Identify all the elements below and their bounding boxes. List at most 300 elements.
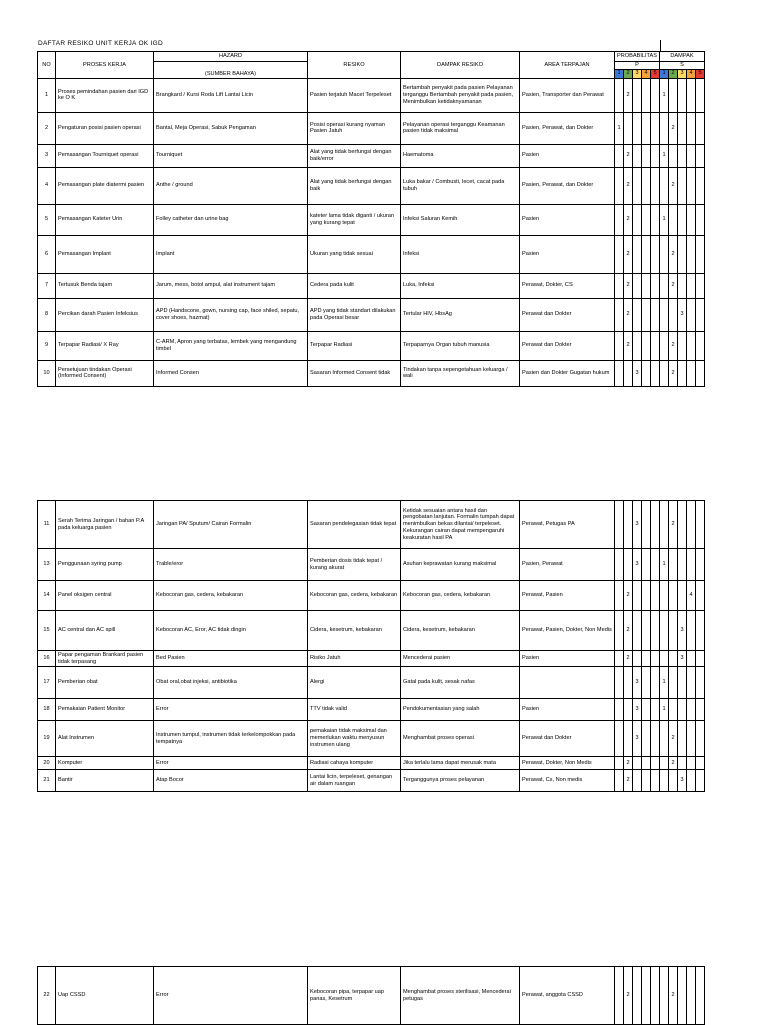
impact-cell-1: [660, 331, 669, 360]
prob-cell-4: [642, 549, 651, 581]
prob-cell-3: [633, 298, 642, 331]
header-sumber: (SUMBER BAHAYA): [154, 62, 308, 79]
impact-value: 2: [669, 721, 678, 757]
header-area: AREA TERPAJAN: [520, 52, 615, 79]
risk-table: [37, 51, 705, 387]
prob-cell-1: [615, 667, 624, 699]
impact-cell-5: [696, 770, 705, 792]
impact-cell-4: [687, 651, 696, 667]
row-dampak-resiko: Terpaparnya Organ tubuh manusia: [401, 331, 520, 360]
prob-cell-1: [615, 144, 624, 167]
row-area: Pasien, Perawat: [520, 549, 615, 581]
prob-cell-4: [642, 144, 651, 167]
row-no: 14: [38, 581, 56, 611]
impact-cell-4: [687, 204, 696, 235]
row-hazard: Error: [154, 757, 308, 770]
row-proses: Terpapar Radiasi/ X Ray: [56, 331, 154, 360]
row-dampak-resiko: Pelayanan operasi terganggu Keamanan pasien tidak maksimal: [401, 112, 520, 144]
impact-value: 2: [669, 167, 678, 204]
row-resiko: Ukuran yang tidak sesuai: [308, 235, 401, 273]
impact-cell-2: [669, 770, 678, 792]
prob-cell-3: [633, 235, 642, 273]
impact-cell-3: [678, 78, 687, 112]
prob-cell-5: [651, 112, 660, 144]
impact-cell-2: [669, 298, 678, 331]
table-row: [38, 235, 705, 273]
table-row: [38, 167, 705, 204]
row-dampak-resiko: Haematoma: [401, 144, 520, 167]
row-resiko: Posisi operasi kurang nyaman Pasien Jatuh: [308, 112, 401, 144]
prob-value: 2: [624, 581, 633, 611]
row-hazard: Error: [154, 967, 308, 1025]
header-dampak-resiko: DAMPAK RESIKO: [401, 52, 520, 79]
row-resiko: Pemberian dosis tidak tepat / kurang akurat: [308, 549, 401, 581]
impact-value: 2: [669, 112, 678, 144]
row-dampak-resiko: Luka, Infeksi: [401, 273, 520, 298]
scale-cell-5: 5: [696, 69, 705, 78]
row-proses: Papar pengaman Brankard pasien tidak terpasang: [56, 651, 154, 667]
impact-value: 3: [678, 611, 687, 651]
prob-cell-4: [642, 721, 651, 757]
prob-cell-5: [651, 581, 660, 611]
impact-cell-4: [687, 611, 696, 651]
row-area: Pasien dan Dokter Gugatan hukum: [520, 360, 615, 386]
row-resiko: TTV tidak valid: [308, 699, 401, 721]
impact-cell-1: [660, 360, 669, 386]
row-hazard: Jarum, mess, botol ampul, alat instrument tajam: [154, 273, 308, 298]
row-area: Perawat, Dokter, CS: [520, 273, 615, 298]
impact-cell-1: [660, 235, 669, 273]
row-no: 7: [38, 273, 56, 298]
table-row: [38, 611, 705, 651]
scale-cell-1: 1: [660, 69, 669, 78]
row-dampak-resiko: Terganggunya proses pelayanan: [401, 770, 520, 792]
prob-value: 3: [633, 501, 642, 549]
row-resiko: Sasaran pendelegasian tidak tepat: [308, 501, 401, 549]
impact-cell-2: [669, 651, 678, 667]
impact-cell-5: [696, 667, 705, 699]
row-dampak-resiko: Mencederai pasien: [401, 651, 520, 667]
row-area: Perawat dan Dokter: [520, 298, 615, 331]
row-proses: Pemasangan plate diatermi pasien: [56, 167, 154, 204]
prob-value: 2: [624, 235, 633, 273]
row-area: Perawat, Dokter, Non Medis: [520, 757, 615, 770]
row-proses: Serah Terima Jaringan / bahan P.A pada keluarga pasien: [56, 501, 154, 549]
prob-cell-2: [624, 112, 633, 144]
table-row: [38, 360, 705, 386]
row-proses: Komputer: [56, 757, 154, 770]
row-hazard: Tourniquet: [154, 144, 308, 167]
prob-cell-3: [633, 967, 642, 1025]
row-hazard: Instrumen tumpul, instrumen tidak terkelompokkan pada tempatnya: [154, 721, 308, 757]
row-area: Perawat, Pasien: [520, 581, 615, 611]
prob-cell-1: [615, 298, 624, 331]
impact-cell-1: [660, 611, 669, 651]
table-row: [38, 699, 705, 721]
impact-cell-3: [678, 167, 687, 204]
prob-value: 2: [624, 78, 633, 112]
prob-cell-1: [615, 967, 624, 1025]
prob-cell-4: [642, 611, 651, 651]
impact-cell-5: [696, 204, 705, 235]
scale-cell-2: 2: [669, 69, 678, 78]
row-no: 4: [38, 167, 56, 204]
row-hazard: Brangkard / Kursi Roda Lift Lantai Licin: [154, 78, 308, 112]
impact-cell-4: [687, 331, 696, 360]
prob-cell-4: [642, 167, 651, 204]
row-no: 17: [38, 667, 56, 699]
prob-cell-5: [651, 167, 660, 204]
page-gap: [37, 850, 709, 966]
impact-value: 1: [660, 699, 669, 721]
impact-value: 3: [678, 651, 687, 667]
row-resiko: Risiko Jatuh: [308, 651, 401, 667]
risk-table-continued: [37, 500, 705, 792]
prob-cell-4: [642, 331, 651, 360]
impact-cell-4: [687, 721, 696, 757]
prob-cell-1: [615, 331, 624, 360]
header-dampak: DAMPAK: [660, 52, 705, 62]
row-dampak-resiko: Tindakan tanpa sepengetahuan keluarga / wali: [401, 360, 520, 386]
row-hazard: C-ARM, Apron yang terbatas, lembek yang mengandung timbel: [154, 331, 308, 360]
prob-cell-1: [615, 273, 624, 298]
prob-cell-3: [633, 611, 642, 651]
table-row: [38, 651, 705, 667]
prob-value: 2: [624, 331, 633, 360]
table-row: [38, 331, 705, 360]
row-area: Perawat, Cs, Non medis: [520, 770, 615, 792]
prob-cell-3: [633, 331, 642, 360]
row-dampak-resiko: Pendokumentasian yang salah: [401, 699, 520, 721]
row-dampak-resiko: Luka bakar / Combusti, lecet, cacat pada tubuh: [401, 167, 520, 204]
impact-cell-1: [660, 651, 669, 667]
impact-cell-3: [678, 967, 687, 1025]
row-no: 1: [38, 78, 56, 112]
prob-cell-5: [651, 699, 660, 721]
row-area: Pasien: [520, 204, 615, 235]
row-proses: Pengaturan posisi pasien operasi: [56, 112, 154, 144]
table-row: [38, 581, 705, 611]
header-proses: PROSES KERJA: [56, 52, 154, 79]
prob-value: 2: [624, 204, 633, 235]
prob-cell-4: [642, 699, 651, 721]
prob-cell-1: [615, 770, 624, 792]
prob-cell-5: [651, 757, 660, 770]
impact-cell-1: [660, 967, 669, 1025]
prob-cell-1: [615, 78, 624, 112]
impact-cell-5: [696, 331, 705, 360]
row-area: Perawat dan Dokter: [520, 721, 615, 757]
prob-value: 2: [624, 967, 633, 1025]
row-proses: Pemakaian Patient Monitor: [56, 699, 154, 721]
impact-cell-4: [687, 167, 696, 204]
row-proses: Bantir: [56, 770, 154, 792]
row-dampak-resiko: Jika terlalu lama dapat merusak mata: [401, 757, 520, 770]
impact-value: 2: [669, 331, 678, 360]
prob-cell-5: [651, 770, 660, 792]
impact-cell-2: [669, 549, 678, 581]
impact-value: 4: [687, 581, 696, 611]
row-no: 5: [38, 204, 56, 235]
row-hazard: Trable/eror: [154, 549, 308, 581]
header-probabilitas: PROBABILITAS: [615, 52, 660, 62]
row-resiko: Sasaran Informed Consent tidak: [308, 360, 401, 386]
row-dampak-resiko: Ketidak sesuaian antara hasil dan pengobatan lanjutan. Formalin tumpah dapat menimbulkan bekas dilantai/ terpeleset. Kekurangan cairan dapat mempengaruhi keakuratan hasil PA: [401, 501, 520, 549]
risk-table-continued-2: [37, 966, 705, 1025]
prob-cell-4: [642, 298, 651, 331]
impact-cell-4: [687, 298, 696, 331]
row-area: Pasien: [520, 651, 615, 667]
row-area: Pasien, Perawat, dan Dokter: [520, 112, 615, 144]
impact-value: 2: [669, 360, 678, 386]
impact-cell-3: [678, 721, 687, 757]
row-no: 9: [38, 331, 56, 360]
impact-value: 3: [678, 298, 687, 331]
scale-cell-5: 5: [651, 69, 660, 78]
impact-cell-4: [687, 770, 696, 792]
prob-cell-4: [642, 667, 651, 699]
row-proses: AC central dan AC spill: [56, 611, 154, 651]
header-no: NO: [38, 52, 56, 79]
prob-cell-4: [642, 235, 651, 273]
impact-value: 2: [669, 967, 678, 1025]
impact-cell-3: [678, 144, 687, 167]
impact-cell-4: [687, 235, 696, 273]
row-hazard: Error: [154, 699, 308, 721]
impact-value: 2: [669, 501, 678, 549]
row-dampak-resiko: Menghambat proses sterilisasi, Mencederai petugas: [401, 967, 520, 1025]
prob-value: 2: [624, 273, 633, 298]
row-dampak-resiko: Tertular HIV, HbsAg: [401, 298, 520, 331]
row-resiko: Pasien terjatuh Macet Terpeleset: [308, 78, 401, 112]
prob-cell-5: [651, 501, 660, 549]
impact-cell-4: [687, 144, 696, 167]
impact-cell-3: [678, 667, 687, 699]
prob-cell-3: [633, 770, 642, 792]
impact-value: 3: [678, 770, 687, 792]
row-resiko: Terpapar Radiasi: [308, 331, 401, 360]
scale-cell-3: 3: [678, 69, 687, 78]
prob-cell-1: [615, 204, 624, 235]
row-no: 8: [38, 298, 56, 331]
impact-cell-4: [687, 360, 696, 386]
prob-cell-1: [615, 699, 624, 721]
impact-cell-3: [678, 235, 687, 273]
row-resiko: Radiasi cahaya komputer: [308, 757, 401, 770]
impact-cell-3: [678, 204, 687, 235]
table-row: [38, 667, 705, 699]
row-area: [520, 667, 615, 699]
table-row: [38, 770, 705, 792]
table-row: [38, 757, 705, 770]
impact-cell-4: [687, 273, 696, 298]
prob-cell-2: [624, 699, 633, 721]
prob-value: 1: [615, 112, 624, 144]
impact-cell-4: [687, 757, 696, 770]
row-hazard: Kebocoran AC, Eror, AC tidak dingin: [154, 611, 308, 651]
row-dampak-resiko: Kebocoran gas, cedera, kebakaran: [401, 581, 520, 611]
row-hazard: Jaringan PA/ Sputum/ Cairan Formalin: [154, 501, 308, 549]
impact-value: 1: [660, 144, 669, 167]
prob-value: 2: [624, 770, 633, 792]
impact-cell-2: [669, 611, 678, 651]
prob-value: 2: [624, 611, 633, 651]
row-area: Perawat, Petugas PA: [520, 501, 615, 549]
prob-cell-5: [651, 721, 660, 757]
impact-cell-4: [687, 78, 696, 112]
row-hazard: Obat oral,obat injeksi, antibiotika: [154, 667, 308, 699]
prob-cell-3: [633, 273, 642, 298]
prob-cell-3: [633, 78, 642, 112]
row-dampak-resiko: Menghambat proses operasi: [401, 721, 520, 757]
row-area: Perawat dan Dokter: [520, 331, 615, 360]
impact-cell-1: [660, 581, 669, 611]
impact-cell-5: [696, 298, 705, 331]
row-hazard: Anthe / ground: [154, 167, 308, 204]
page-title: DAFTAR RESIKO UNIT KERJA OK IGD: [38, 40, 163, 47]
row-no: 2: [38, 112, 56, 144]
impact-value: 1: [660, 549, 669, 581]
prob-cell-1: [615, 360, 624, 386]
row-dampak-resiko: Asuhan keprawatan kurang maksimal: [401, 549, 520, 581]
impact-cell-5: [696, 273, 705, 298]
row-dampak-resiko: Gatal pada kulit, sesak nafas: [401, 667, 520, 699]
row-proses: Tertusuk Benda tajam: [56, 273, 154, 298]
impact-cell-5: [696, 549, 705, 581]
prob-value: 2: [624, 651, 633, 667]
impact-cell-2: [669, 581, 678, 611]
prob-cell-3: [633, 112, 642, 144]
row-area: Perawat, Pasien, Dokter, Non Medis: [520, 611, 615, 651]
prob-cell-5: [651, 204, 660, 235]
prob-cell-1: [615, 721, 624, 757]
row-area: Pasien, Perawat, dan Dokter: [520, 167, 615, 204]
row-resiko: Cidera, kesetrum, kebakaran: [308, 611, 401, 651]
prob-cell-5: [651, 144, 660, 167]
impact-cell-4: [687, 501, 696, 549]
prob-cell-4: [642, 360, 651, 386]
row-hazard: APD (Handscone, gown, nursing cap, face shiled, sepatu, cover shoes, hazmat): [154, 298, 308, 331]
prob-cell-5: [651, 967, 660, 1025]
impact-value: 1: [660, 204, 669, 235]
row-no: 6: [38, 235, 56, 273]
table-row: [38, 549, 705, 581]
prob-cell-4: [642, 757, 651, 770]
row-hazard: Atap Bocor: [154, 770, 308, 792]
impact-cell-2: [669, 78, 678, 112]
header-hazard: HAZARD: [154, 52, 308, 62]
prob-cell-2: [624, 721, 633, 757]
impact-value: 2: [669, 235, 678, 273]
row-area: Pasien: [520, 235, 615, 273]
row-no: 21: [38, 770, 56, 792]
impact-cell-5: [696, 501, 705, 549]
impact-cell-3: [678, 112, 687, 144]
prob-cell-4: [642, 78, 651, 112]
prob-cell-5: [651, 298, 660, 331]
impact-cell-3: [678, 549, 687, 581]
row-proses: Uap CSSD: [56, 967, 154, 1025]
row-dampak-resiko: Infeksi: [401, 235, 520, 273]
row-resiko: Kebocoran gas, cedera, kebakaran: [308, 581, 401, 611]
impact-cell-1: [660, 298, 669, 331]
prob-cell-1: [615, 235, 624, 273]
impact-cell-3: [678, 699, 687, 721]
prob-cell-1: [615, 611, 624, 651]
impact-value: 2: [669, 273, 678, 298]
impact-value: 1: [660, 667, 669, 699]
divider: [660, 40, 661, 52]
prob-cell-5: [651, 667, 660, 699]
row-proses: Pemasangan Kateter Urin: [56, 204, 154, 235]
impact-cell-5: [696, 360, 705, 386]
impact-cell-5: [696, 967, 705, 1025]
row-dampak-resiko: Cidera, kesetrum, kebakaran: [401, 611, 520, 651]
prob-cell-3: [633, 144, 642, 167]
prob-value: 2: [624, 298, 633, 331]
impact-cell-3: [678, 581, 687, 611]
impact-cell-2: [669, 667, 678, 699]
prob-value: 3: [633, 721, 642, 757]
impact-cell-2: [669, 144, 678, 167]
impact-cell-2: [669, 204, 678, 235]
row-proses: Proses pemindahan pasien dari IGD ke O K: [56, 78, 154, 112]
impact-cell-2: [669, 699, 678, 721]
prob-cell-5: [651, 273, 660, 298]
row-no: 10: [38, 360, 56, 386]
prob-cell-2: [624, 360, 633, 386]
row-area: Pasien: [520, 144, 615, 167]
page-gap: [37, 414, 709, 500]
prob-cell-3: [633, 204, 642, 235]
impact-cell-3: [678, 501, 687, 549]
table-row: [38, 112, 705, 144]
prob-cell-1: [615, 651, 624, 667]
row-hazard: Implant: [154, 235, 308, 273]
impact-cell-1: [660, 273, 669, 298]
header-p: P: [615, 62, 660, 70]
impact-cell-1: [660, 112, 669, 144]
prob-value: 3: [633, 549, 642, 581]
impact-cell-5: [696, 721, 705, 757]
row-resiko: Alat yang tidak berfungsi dengan baik/error: [308, 144, 401, 167]
impact-cell-5: [696, 144, 705, 167]
impact-cell-5: [696, 167, 705, 204]
prob-cell-5: [651, 549, 660, 581]
prob-cell-4: [642, 770, 651, 792]
prob-cell-5: [651, 651, 660, 667]
row-proses: Pemasangan Tourniquet operasi: [56, 144, 154, 167]
impact-cell-5: [696, 78, 705, 112]
row-proses: Alat Instrumen: [56, 721, 154, 757]
impact-cell-1: [660, 501, 669, 549]
impact-cell-5: [696, 651, 705, 667]
row-hazard: Kebocoran gas, cedera, kebakaran: [154, 581, 308, 611]
impact-cell-4: [687, 667, 696, 699]
prob-value: 3: [633, 699, 642, 721]
prob-cell-1: [615, 549, 624, 581]
impact-cell-3: [678, 331, 687, 360]
impact-value: 2: [669, 757, 678, 770]
row-hazard: Bed Pasien: [154, 651, 308, 667]
row-no: 13: [38, 549, 56, 581]
impact-value: 1: [660, 78, 669, 112]
impact-cell-5: [696, 699, 705, 721]
prob-cell-1: [615, 501, 624, 549]
impact-cell-3: [678, 757, 687, 770]
table-row: [38, 721, 705, 757]
row-no: 22: [38, 967, 56, 1025]
